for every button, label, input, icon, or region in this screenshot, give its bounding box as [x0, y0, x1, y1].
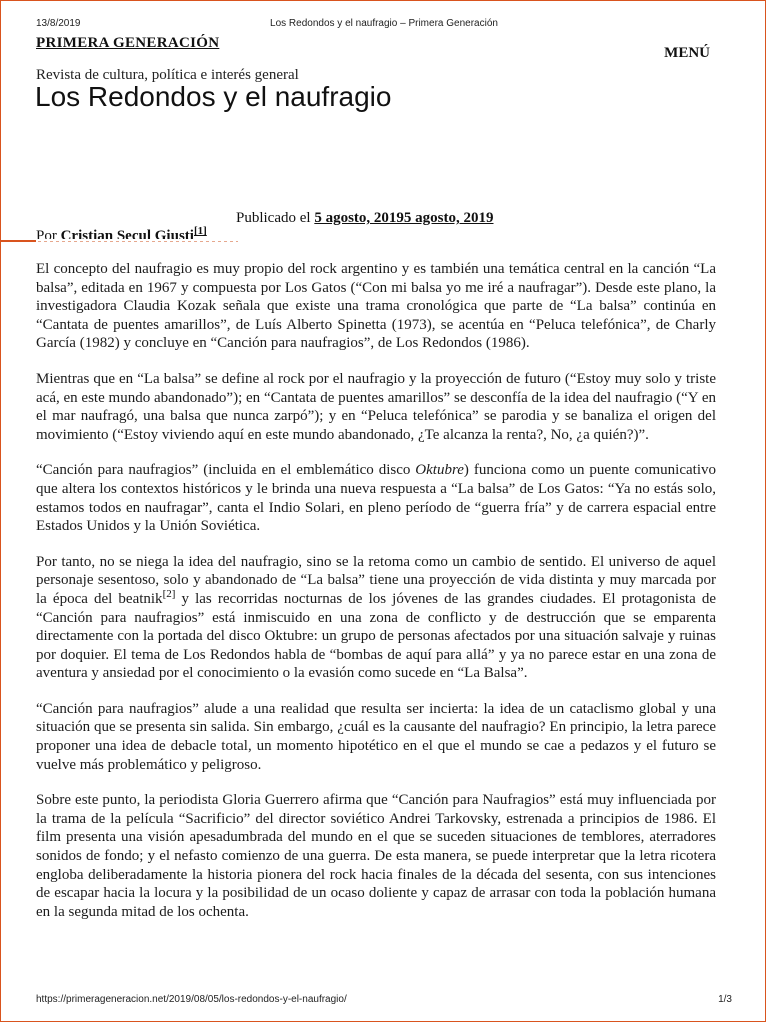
article-paragraph: El concepto del naufragio es muy propio del rock argentino y es también una temática central en la canción “La balsa”, editada en 1967 y compuesta por Los Gatos (“Con mi balsa yo me iré a naufragar”). Desde este plano, la investigadora Claudia Kozak señala que existe una trama cronológica que parte de “La balsa” continúa en “Cantata de puentes amarillos”, de Luís Alberto Spinetta (1973), se acentúa en “Peluca telefónica”, de Charly García (1982) y concluye en “Canción para naufragios”, de Los Redondos (1986). [36, 261, 716, 352]
print-footer-page: 1/3 [718, 994, 732, 1005]
post-title: Los Redondos y el naufragio [35, 81, 392, 112]
byline [36, 225, 207, 239]
print-header [0, 18, 768, 32]
accent-divider [0, 240, 36, 242]
published-prefix: Publicado el [236, 210, 315, 226]
paragraph-text: Por tanto, no se niega la idea del naufragio, sino se la retoma como un cambio de sentido. El universo de aquel personaje sesentoso, solo y abandonado de “La balsa” tiene una proyección de vida distinta y muy marcada por la época del beatnik [36, 553, 716, 607]
article-paragraph: Sobre este punto, la periodista Gloria Guerrero afirma que “Canción para Naufragios” está muy influenciada por la trama de la película “Sacrificio” del director soviético Andrei Tarkovsky, estrenada a principios de 1986. El film presenta una visión apesadumbrada del mundo en el que se suceden situaciones de temblores, aterradores sonidos de fondo; y el nefasto comienzo de una guerra. De esta manera, se puede interpretar que la letra ricotera engloba deliberadamente la historia pionera del rock hacia finales de la década del sesenta, con sus intenciones de escapar hacia la locura y la posibilidad de un ocaso doliente y capaz de arrasar con toda la población humana en la segunda mitad de los ochenta. [36, 792, 716, 920]
print-footer [0, 994, 768, 1008]
print-header-date: 13/8/2019 [36, 18, 81, 29]
footnote-link[interactable]: [2] [162, 587, 176, 600]
paragraph-text: y las recorridas nocturnas de los jóvenes de las grandes ciudades. El protagonista de “Canción para naufragios” está inmiscuido en una zona de conflicto y de destrucción que se emparenta directamente con la portada del disco Oktubre: un grupo de personas afectados por una situación salvaje y ruinas por doquier. El tema de Los Redondos habla de “bombas de aquí para allá” y ya no parece estar en una zona de aventura y ansiedad por el conocimiento o la evasión como sucede en “La Balsa”. [36, 590, 716, 682]
site-title-link[interactable]: PRIMERA GENERACIÓN [36, 35, 220, 51]
author-footnote-link[interactable]: [1] [193, 225, 207, 237]
author-link[interactable]: Cristian Secul Giusti [60, 228, 194, 239]
print-header-title: Los Redondos y el naufragio – Primera Generación [270, 18, 498, 29]
paragraph-text: ) funciona como un puente comunicativo que altera los contextos históricos y le brinda una nueva respuesta a “La balsa” de Los Gatos: “Ya no estás solo, estamos todos en naufragar”, canta el Indio Solari, en pleno período de “guerra fría” y de carrera espacial entre Estados Unidos y la Unión Soviética. [36, 462, 716, 535]
article-body [36, 260, 716, 938]
byline-prefix: Por [36, 228, 61, 239]
post-date-line [236, 210, 494, 227]
article-paragraph: “Canción para naufragios” alude a una realidad que resulta ser incierta: la idea de un cataclismo global y una situación que se presenta sin salida. Sin embargo, ¿cuál es la causante del naufragio? En principio, la letra parece proponer una idea de debacle total, un momento hipotético en el que el mundo se cae a pedazos y el futuro se vuelve más problemático y peligroso. [36, 700, 716, 773]
album-title: Oktubre [415, 462, 464, 479]
article-paragraph [36, 461, 716, 535]
site-tagline: Revista de cultura, política e interés general [36, 67, 299, 83]
article-paragraph: Mientras que en “La balsa” se define al rock por el naufragio y la proyección de futuro (“Estoy muy solo y triste acá, en este mundo abandonado”); en “Cantata de puentes amarillos” se desconfía de la idea del naufragio (“Y en el mar naufragó, una balsa que nunca zarpó”); y en “Peluca telefónica” se parodia y se banaliza el origen del movimiento (“Estoy viviendo aquí en este mundo abandonado, ¿Te alcanza la renta?, No, ¿a quién?)”. [36, 370, 716, 443]
faint-divider [38, 241, 238, 242]
paragraph-text: “Canción para naufragios” (incluida en el emblemático disco [36, 462, 416, 479]
menu-button[interactable]: MENÚ [664, 45, 710, 61]
print-footer-url: https://primerageneracion.net/2019/08/05/los-redondos-y-el-naufragio/ [36, 994, 347, 1005]
post-date-link[interactable]: 5 agosto, 20195 agosto, 2019 [314, 210, 494, 226]
article-paragraph [36, 553, 716, 683]
